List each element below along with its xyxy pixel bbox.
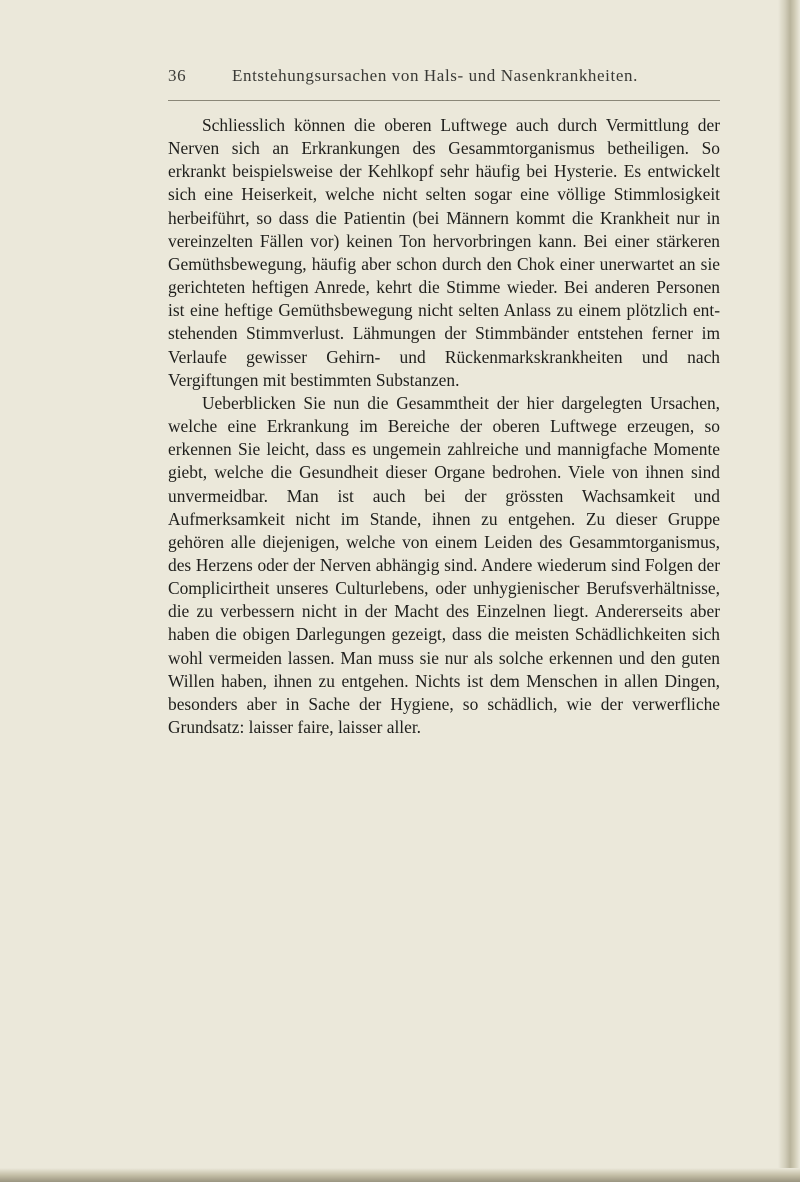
paragraph-2: Ueberblicken Sie nun die Gesammtheit der hier dargelegten Ursachen, welche eine Erkrankung im Bereiche der oberen Luftwege erzeugen, so erkennen Sie leicht, dass es ungemein zahlreiche und mannigfache Momente giebt, welche die Gesundheit dieser Organe bedrohen. Viele von ihnen sind unvermeidbar. Man ist auch bei der grössten Wachsamkeit und Aufmerksamkeit nicht im Stande, ihnen zu entgehen. Zu dieser Gruppe gehören alle diejenigen, welche von einem Leiden des Gesammtorganismus, des Herzens oder der Nerven abhängig sind. Andere wiederum sind Folgen der Complicirtheit unseres Culturlebens, oder unhygienischer Berufsverhältnisse, die zu verbessern nicht in der Macht des Einzelnen liegt. Andererseits aber haben die obigen Darlegungen gezeigt, dass die meisten Schädlichkeiten sich wohl vermeiden lassen. Man muss sie nur als solche erkennen und den guten Willen haben, ihnen zu entgehen. Nichts ist dem Menschen in allen Dingen, besonders aber in Sache der Hygiene, so schädlich, wie der verwerfliche Grundsatz: laisser faire, laisser aller. [168,392,720,738]
page-number: 36 [168,66,187,85]
header-rule [168,100,720,101]
page-bottom-edge [0,1168,800,1182]
page-spine-shadow [778,0,800,1182]
running-title: Entstehungsursachen von Hals- und Nasenkrankheiten. [232,66,638,85]
body-text [168,114,720,739]
paragraph-1: Schliesslich können die oberen Luftwege auch durch Vermittlung der Nerven sich an Erkrankungen des Gesammtorganismus betheiligen. So erkrankt beispielsweise der Kehlkopf sehr häufig bei Hysterie. Es entwickelt sich eine Heiserkeit, welche nicht selten sogar eine völlige Stimmlosigkeit herbeiführt, so dass die Patientin (bei Männern kommt die Krankheit nur in vereinzelten Fällen vor) keinen Ton hervorbringen kann. Bei einer stärkeren Gemüthsbewegung, häufig aber schon durch den Chok einer unerwartet an sie gerichteten heftigen Anrede, kehrt die Stimme wieder. Bei anderen Personen ist eine heftige Gemüthsbewegung nicht selten Anlass zu einem plötzlich entstehenden Stimmverlust. Lähmungen der Stimmbänder entstehen ferner im Verlaufe gewisser Gehirn- und Rückenmarkskrankheiten und nach Vergiftungen mit bestimmten Substanzen. [168,115,720,390]
